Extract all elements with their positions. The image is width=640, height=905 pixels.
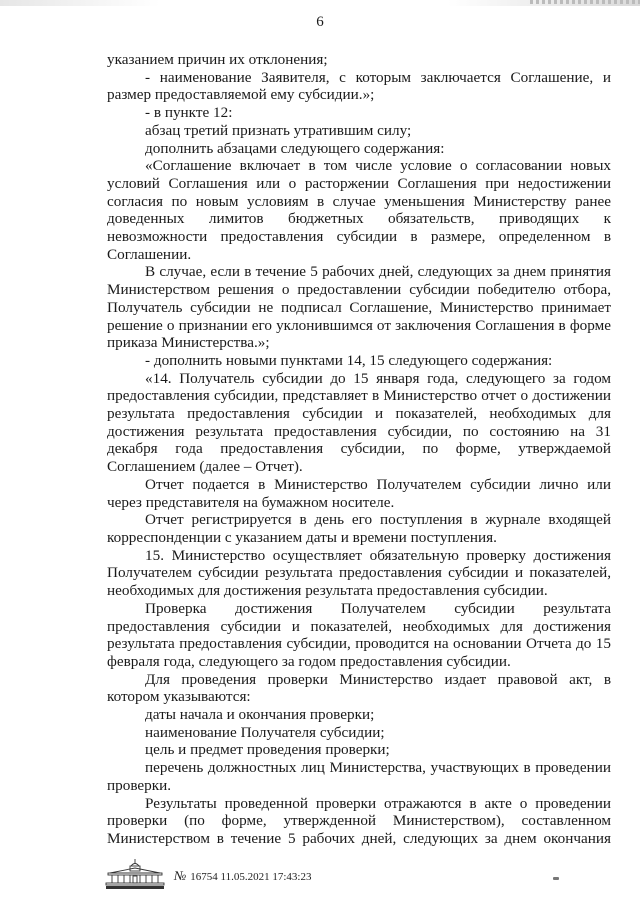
paragraph: «Соглашение включает в том числе условие о согласовании новых условий Соглашения или о расторжении Соглашения при недостижении согласия по новым условиям в случае уменьшения Министерству ранее доведенных лимитов бюджетных обязательств, приводящих к невозможности предоставления субсидии в размере, определенном в Соглашении. bbox=[107, 157, 611, 263]
government-building-seal-icon bbox=[104, 858, 166, 890]
paragraph: Проверка достижения Получателем субсидии результата предоставления субсидии и показателей, необходимых для достижения результата предоставления субсидии, проводится на основании Отчета до 15 февраля года, следующего за годом предоставления субсидии. bbox=[107, 599, 611, 670]
registration-footer bbox=[104, 858, 484, 890]
paragraph: Для проведения проверки Министерство издает правовой акт, в котором указываются: bbox=[107, 670, 611, 706]
paragraph: - дополнить новыми пунктами 14, 15 следующего содержания: bbox=[145, 351, 553, 369]
paragraph: 15. Министерство осуществляет обязательную проверку достижения Получателем субсидии результата предоставления субсидии и показателей, необходимых для достижения результата предоставления субсидии. bbox=[107, 546, 611, 600]
page-number: 6 bbox=[316, 14, 324, 30]
paragraph: наименование Получателя субсидии; bbox=[145, 723, 385, 741]
paragraph: Отчет подается в Министерство Получателем субсидии лично или через представителя на бумажном носителе. bbox=[107, 475, 611, 511]
paragraph: абзац третий признать утратившим силу; bbox=[145, 121, 412, 139]
paragraph: дополнить абзацами следующего содержания: bbox=[145, 139, 445, 157]
paragraph: - наименование Заявителя, с которым заключается Соглашение, и размер предоставляемой ему субсидии.»; bbox=[107, 68, 611, 104]
paragraph: указанием причин их отклонения; bbox=[107, 51, 328, 68]
paragraph: - в пункте 12: bbox=[145, 104, 233, 122]
paragraph: цель и предмет проведения проверки; bbox=[145, 741, 390, 759]
paragraph: В случае, если в течение 5 рабочих дней, следующих за днем принятия Министерством решения о предоставлении субсидии победителю отбора, Получатель субсидии не подписал Соглашение, Министерство принимает решение о признании его уклонившимся от заключения Соглашения в форме приказа Министерства.»; bbox=[107, 263, 611, 352]
scan-edge bbox=[0, 0, 640, 6]
paragraph: Отчет регистрируется в день его поступления в журнале входящей корреспонденции с указанием даты и времени поступления. bbox=[107, 511, 611, 546]
number-sign: № bbox=[174, 868, 187, 883]
registration-stamp bbox=[174, 868, 311, 884]
registration-number-date: 16754 11.05.2021 17:43:23 bbox=[190, 871, 312, 883]
scan-speck bbox=[553, 877, 559, 880]
paragraph: «14. Получатель субсидии до 15 января года, следующего за годом предоставления субсидии, представляет в Министерство отчет о достижении результата предоставления субсидии и показателей, необходимых для достижения результата предоставления субсидии, по состоянию на 31 декабря года предоставления субсидии, по форме, утверждаемой Соглашением (далее – Отчет). bbox=[107, 369, 611, 476]
paragraph: даты начала и окончания проверки; bbox=[145, 706, 375, 724]
paragraph: перечень должностных лиц Министерства, участвующих в проведении проверки. bbox=[107, 759, 611, 794]
paragraph: Результаты проведенной проверки отражаются в акте о проведении проверки (по форме, утвержденной Министерством), составленном Министерством в течение 5 рабочих дней, следующих за днем окончания bbox=[107, 794, 611, 847]
document-body bbox=[107, 51, 611, 848]
